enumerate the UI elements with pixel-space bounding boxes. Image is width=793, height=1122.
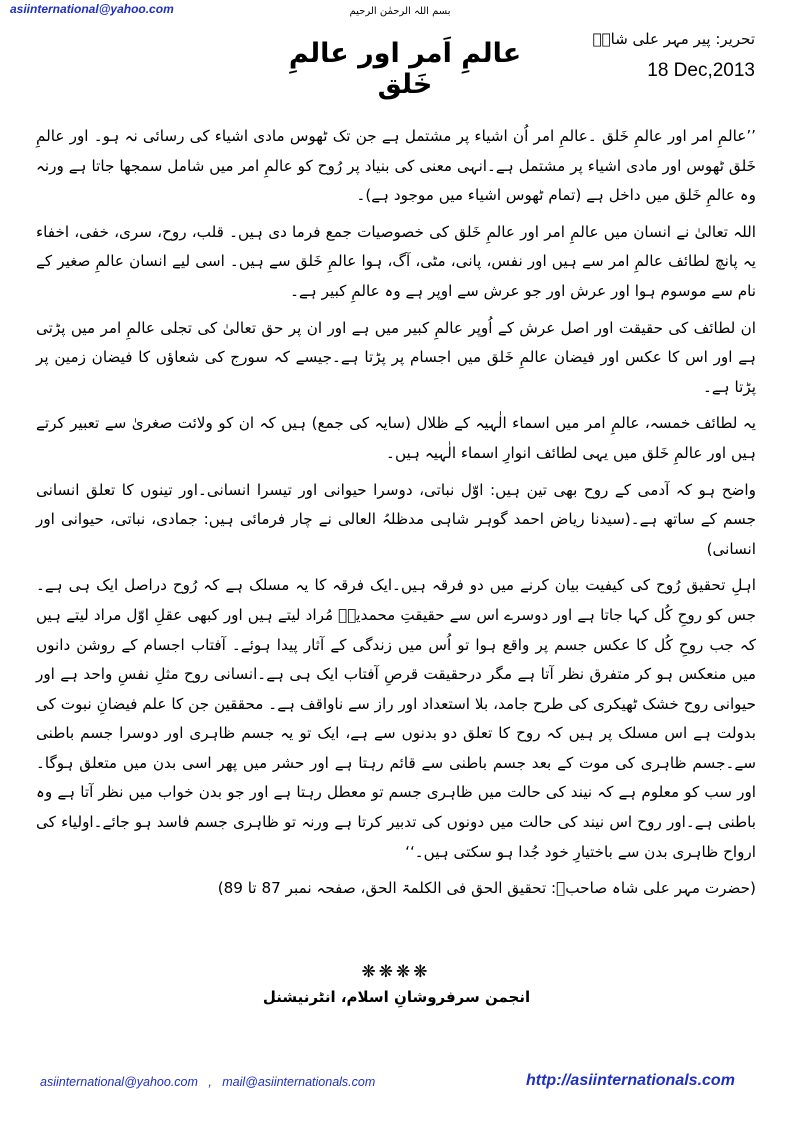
page-title: عالمِ اَمر اور عالمِ خَلق bbox=[288, 38, 522, 100]
organization-name: انجمن سرفروشانِ اسلام، انٹرنیشنل bbox=[262, 988, 531, 1006]
footer-url-link[interactable]: http://asiinternationals.com bbox=[526, 1072, 735, 1089]
star-divider: ❋❋❋❋ bbox=[361, 962, 431, 982]
bismillah: بسم اللہ الرحمٰن الرحیم bbox=[349, 6, 451, 17]
header-email[interactable]: asiinternational@yahoo.com bbox=[10, 2, 174, 16]
reference-citation: (حضرت مہر علی شاہ صاحبؒ: تحقیق الحق فی الکلمۃ الحق، صفحہ نمبر 87 تا 89) bbox=[217, 879, 756, 898]
date: 18 Dec,2013 bbox=[647, 60, 755, 81]
footer-emails[interactable]: asiinternational@yahoo.com , mail@asiinternationals.com bbox=[40, 1075, 376, 1089]
paragraph-1: ’’عالمِ امر اور عالمِ خَلق ۔عالمِ امر اُن اشیاء پر مشتمل ہے جن تک ٹھوس مادی اشیاء کی رسائی نہ ہو۔ اور عالمِ خَلق ٹھوس اور مادی اشیاء پر مشتمل ہے۔انہی معنی کی بنیاد پر رُوح کو عالمِ امر میں شامل سمجھا جاتا ہے ورنہ وہ عالمِ خَلق میں داخل ہے (تمام ٹھوس اشیاء میں موجود ہے)۔ bbox=[36, 127, 756, 205]
paragraph-6: اہلِ تحقیق رُوح کی کیفیت بیان کرنے میں دو فرقہ ہیں۔ایک فرقہ کا یہ مسلک ہے کہ رُوح دراصل ایک ہی ہے۔جس کو روحِ کُل کہا جاتا ہے اور دوسرے اس سے حقیقتِ محمدیہؐ مُراد لیتے ہیں اور کبھی عقلِ اوّل مراد لیتے ہیں کہ جب روحِ کُل کا عکس جسم پر واقع ہوا تو اُس میں زندگی کے آثار پیدا ہوئے۔ آفتاب اجسام کے روشن دانوں میں منعکس ہو کر متفرق نظر آتا ہے مگر درحقیقت قرصِ آفتاب ایک ہی ہے۔انسانی روح مثلِ نفسِ واحد ہے اور حیوانی روح خشک ٹھیکری کی طرح جامد، بلا استعداد اور راز سے ناواقف ہے۔ محققین جن کا علم فیضانِ نبوت کی بدولت ہے اس مسلک پر ہیں کہ روح کا تعلق دو بدنوں سے ہے، ایک تو یہ جسم ظاہری اور دوسرا جسم باطنی سے۔جسم ظاہری کی موت کے بعد جسم باطنی سے قائم رہتا ہے اور حشر میں پھر اسی بدن میں متعلق ہوگا۔ اور سب کو معلوم ہے کہ نیند کی حالت میں ظاہری جسم تو معطل رہتا ہے اور جو بدن خواب میں نظر آتا ہے وہ باطنی ہے۔اور روح اس نیند کی حالت میں دونوں کی تدبیر کرتا ہے ورنہ تو ظاہری جسم فاسد ہو جائے۔اولیاء کی ارواح ظاہری بدن سے باختیارِ خود جُدا ہو سکتی ہیں۔‘‘ bbox=[36, 576, 756, 861]
paragraph-3: ان لطائف کی حقیقت اور اصل عرش کے اُوپر عالمِ کبیر میں ہے اور ان پر حق تعالیٰ کی تجلی عالمِ امر میں پڑتی ہے اور اس کا عکس اور فیضان عالمِ خَلق میں اجسام پر پڑتا ہے۔جیسے کہ سورج کی شعاؤں کا فیضان زمین پر پڑتا ہے۔ bbox=[36, 318, 756, 396]
author-line: تحریر: پیر مہر علی شاہؒ bbox=[592, 30, 755, 48]
paragraph-5: واضح ہو کہ آدمی کے روح بھی تین ہیں: اوّل نباتی، دوسرا حیوانی اور تیسرا انسانی۔اور تینوں کا تعلق انسانی جسم کے ساتھ ہے۔(سیدنا ریاض احمد گوہر شاہی مدظلہُ العالی نے چار فرمائی ہیں: جمادی، نباتی، حیوانی اور انسانی) bbox=[36, 480, 756, 558]
article-body bbox=[36, 122, 756, 904]
paragraph-2: اللہ تعالیٰ نے انسان میں عالمِ امر اور عالمِ خَلق کی خصوصیات جمع فرما دی ہیں۔ قلب، روح، سری، خفی، اخفاء یہ پانچ لطائف عالمِ امر سے ہیں اور نفس، پانی، مٹی، آگ، ہوا عالمِ خَلق سے ہیں۔ اسی لیے انسان عالمِ صغیر کے نام سے موسوم ہوا اور عرش اور جو عرش سے اوپر ہے وہ عالمِ کبیر ہے۔ bbox=[36, 222, 756, 300]
paragraph-4: یہ لطائف خمسہ، عالمِ امر میں اسماء الٰہیہ کے ظلال (سایہ کی جمع) ہیں کہ ان کو ولائت صغریٰ سے تعبیر کرتے ہیں اور عالمِ خَلق میں یہی لطائف انوارِ اسماء الٰہیہ ہیں۔ bbox=[36, 414, 756, 462]
